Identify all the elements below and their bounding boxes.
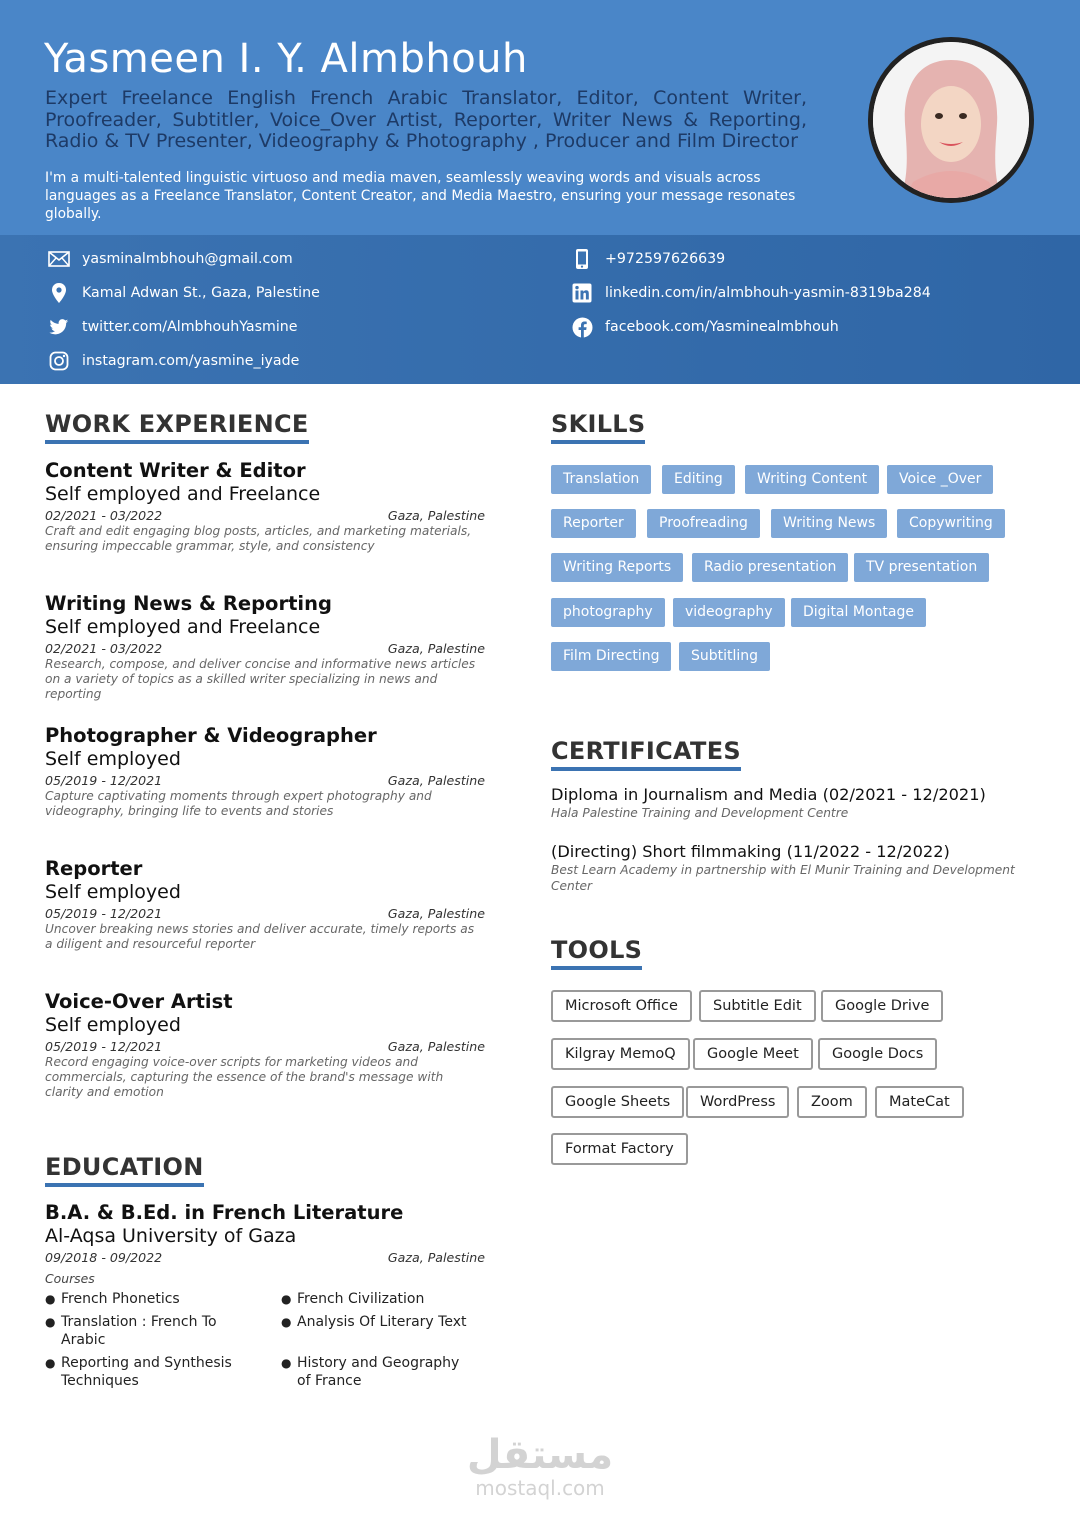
skill-chip: Digital Montage	[791, 598, 926, 627]
course-name: Analysis Of Literary Text	[297, 1314, 467, 1330]
course-name: History and Geography of France	[297, 1355, 460, 1389]
skill-chip: Radio presentation	[692, 553, 848, 582]
contact-email[interactable]	[48, 248, 293, 270]
contact-address-text: Kamal Adwan St., Gaza, Palestine	[82, 285, 320, 301]
work-title: Voice-Over Artist	[45, 990, 233, 1013]
course-name: French Phonetics	[61, 1291, 180, 1307]
skill-chip: videography	[673, 598, 785, 627]
work-item	[45, 459, 485, 554]
twitter-icon	[48, 316, 70, 338]
education-location: Gaza, Palestine	[387, 1250, 485, 1265]
tool-chip: Google Sheets	[551, 1086, 684, 1118]
section-title-certificates: CERTIFICATES	[551, 737, 741, 771]
certificate-title: Diploma in Journalism and Media (02/2021 - 12/2021)	[551, 785, 986, 804]
tool-chip: Format Factory	[551, 1133, 688, 1165]
work-location: Gaza, Palestine	[387, 906, 485, 921]
work-item	[45, 724, 485, 819]
course-item	[281, 1313, 485, 1349]
skill-chip: TV presentation	[854, 553, 989, 582]
contact-address	[48, 282, 320, 304]
section-title-education: EDUCATION	[45, 1153, 204, 1187]
tool-chip: Google Docs	[818, 1038, 937, 1070]
courses-list	[45, 1290, 485, 1395]
bullet-icon: ●	[281, 1315, 292, 1329]
work-dates: 02/2021 - 03/2022	[45, 508, 163, 523]
skill-chip: Copywriting	[897, 509, 1005, 538]
course-item	[281, 1290, 485, 1308]
work-org: Self employed and Freelance	[45, 616, 321, 638]
tool-chip: Microsoft Office	[551, 990, 692, 1022]
certificate-item	[551, 785, 1051, 821]
tool-chip: WordPress	[686, 1086, 789, 1118]
section-title-skills: SKILLS	[551, 410, 645, 444]
work-dates: 05/2019 - 12/2021	[45, 906, 163, 921]
candidate-name: Yasmeen I. Y. Almbhouh	[44, 36, 528, 82]
tool-chip: Google Meet	[693, 1038, 813, 1070]
contact-linkedin[interactable]	[571, 282, 931, 304]
work-description: Record engaging voice-over scripts for marketing videos and commercials, capturing the essence of the brand's message with clarity and emotion	[45, 1055, 444, 1099]
facebook-icon	[571, 316, 593, 338]
tool-chip: MateCat	[875, 1086, 964, 1118]
work-item	[45, 857, 485, 952]
work-location: Gaza, Palestine	[387, 508, 485, 523]
skill-chip: Film Directing	[551, 642, 671, 671]
courses-label: Courses	[45, 1271, 95, 1286]
work-dates: 05/2019 - 12/2021	[45, 773, 163, 788]
profile-photo-image	[873, 42, 1029, 198]
work-title: Content Writer & Editor	[45, 459, 306, 482]
bullet-icon: ●	[281, 1292, 292, 1306]
education-dates: 09/2018 - 09/2022	[45, 1250, 163, 1265]
work-org: Self employed	[45, 1014, 181, 1036]
work-meta	[45, 773, 485, 788]
location-pin-icon	[48, 282, 70, 304]
work-location: Gaza, Palestine	[387, 641, 485, 656]
skill-chip: Writing News	[771, 509, 887, 538]
contact-instagram-text: instagram.com/yasmine_iyade	[82, 353, 300, 369]
course-name: Translation : French To Arabic	[61, 1314, 217, 1348]
candidate-headline: Expert Freelance English French Arabic Translator, Editor, Content Writer, Proofreader, Subtitler, Voice_Over Artist, Reporter, Writer News & Reporting, Radio & TV Presenter, Videography & Photography , Producer and Film Director	[45, 87, 807, 152]
bullet-icon: ●	[45, 1356, 56, 1370]
phone-icon	[571, 248, 593, 270]
skill-chip: Proofreading	[647, 509, 760, 538]
work-item	[45, 990, 485, 1100]
course-name: French Civilization	[297, 1291, 425, 1307]
watermark	[440, 1432, 640, 1498]
course-item	[45, 1354, 245, 1390]
education-degree: B.A. & B.Ed. in French Literature	[45, 1201, 404, 1224]
skill-chip: Editing	[662, 465, 735, 494]
contact-instagram[interactable]	[48, 350, 299, 372]
work-title: Writing News & Reporting	[45, 592, 332, 615]
certificate-title: (Directing) Short filmmaking (11/2022 - 12/2022)	[551, 842, 950, 861]
skill-chip: photography	[551, 598, 665, 627]
tool-chip: Google Drive	[821, 990, 943, 1022]
tool-chip: Zoom	[797, 1086, 867, 1118]
skill-chip: Writing Content	[745, 465, 879, 494]
contact-email-text: yasminalmbhouh@gmail.com	[82, 251, 293, 267]
skill-chip: Reporter	[551, 509, 636, 538]
skill-chip: Subtitling	[679, 642, 770, 671]
work-meta	[45, 1039, 485, 1054]
tool-chip: Subtitle Edit	[699, 990, 816, 1022]
candidate-summary: I'm a multi-talented linguistic virtuoso and media maven, seamlessly weaving words and visuals across languages as a Freelance Translator, Content Creator, and Media Maestro, ensuring your message resonates globally.	[45, 170, 796, 222]
work-description: Uncover breaking news stories and deliver accurate, timely reports as a diligent and resourceful reporter	[45, 922, 475, 951]
skill-chip: Voice _Over	[887, 465, 993, 494]
work-description: Craft and edit engaging blog posts, articles, and marketing materials, ensuring impeccable grammar, style, and consistency	[45, 524, 472, 553]
bullet-icon: ●	[281, 1356, 292, 1370]
watermark-latin: mostaql.com	[475, 1476, 605, 1500]
section-title-tools: TOOLS	[551, 936, 642, 970]
work-item	[45, 592, 485, 702]
work-dates: 02/2021 - 03/2022	[45, 641, 163, 656]
course-item	[45, 1290, 281, 1308]
course-item	[281, 1354, 471, 1390]
work-location: Gaza, Palestine	[387, 773, 485, 788]
work-location: Gaza, Palestine	[387, 1039, 485, 1054]
resume-header	[0, 0, 1080, 235]
contact-phone[interactable]	[571, 248, 725, 270]
course-name: Reporting and Synthesis Techniques	[61, 1355, 232, 1389]
work-title: Reporter	[45, 857, 143, 880]
bullet-icon: ●	[45, 1315, 56, 1329]
instagram-icon	[48, 350, 70, 372]
work-org: Self employed	[45, 748, 181, 770]
education-meta	[45, 1250, 485, 1265]
work-org: Self employed and Freelance	[45, 483, 321, 505]
contact-twitter-text: twitter.com/AlmbhouhYasmine	[82, 319, 298, 335]
watermark-arabic: مستقل	[466, 1432, 614, 1478]
linkedin-icon	[571, 282, 593, 304]
certificate-item	[551, 842, 1051, 894]
profile-photo	[868, 37, 1034, 203]
work-org: Self employed	[45, 881, 181, 903]
work-title: Photographer & Videographer	[45, 724, 377, 747]
bullet-icon: ●	[45, 1292, 56, 1306]
contact-facebook-text: facebook.com/Yasminealmbhouh	[605, 319, 839, 335]
work-meta	[45, 641, 485, 656]
section-title-work: WORK EXPERIENCE	[45, 410, 309, 444]
work-meta	[45, 508, 485, 523]
contact-linkedin-text: linkedin.com/in/almbhouh-yasmin-8319ba284	[605, 285, 931, 301]
contact-facebook[interactable]	[571, 316, 839, 338]
skill-chip: Translation	[551, 465, 651, 494]
contact-twitter[interactable]	[48, 316, 298, 338]
education-item	[45, 1201, 485, 1395]
tool-chip: Kilgray MemoQ	[551, 1038, 690, 1070]
contact-phone-text: +972597626639	[605, 251, 726, 267]
education-school: Al-Aqsa University of Gaza	[45, 1225, 297, 1247]
work-meta	[45, 906, 485, 921]
certificate-issuer: Hala Palestine Training and Development Centre	[551, 806, 849, 820]
work-description: Research, compose, and deliver concise and informative news articles on a variety of topics as a skilled writer specializing in news and reporting	[45, 657, 476, 701]
skill-chip: Writing Reports	[551, 553, 683, 582]
certificate-issuer: Best Learn Academy in partnership with El Munir Training and Development Center	[551, 863, 1015, 893]
mail-icon	[48, 248, 70, 270]
work-description: Capture captivating moments through expert photography and videography, bringing life to events and stories	[45, 789, 432, 818]
work-dates: 05/2019 - 12/2021	[45, 1039, 163, 1054]
contact-bar	[0, 235, 1080, 384]
course-item	[45, 1313, 225, 1349]
